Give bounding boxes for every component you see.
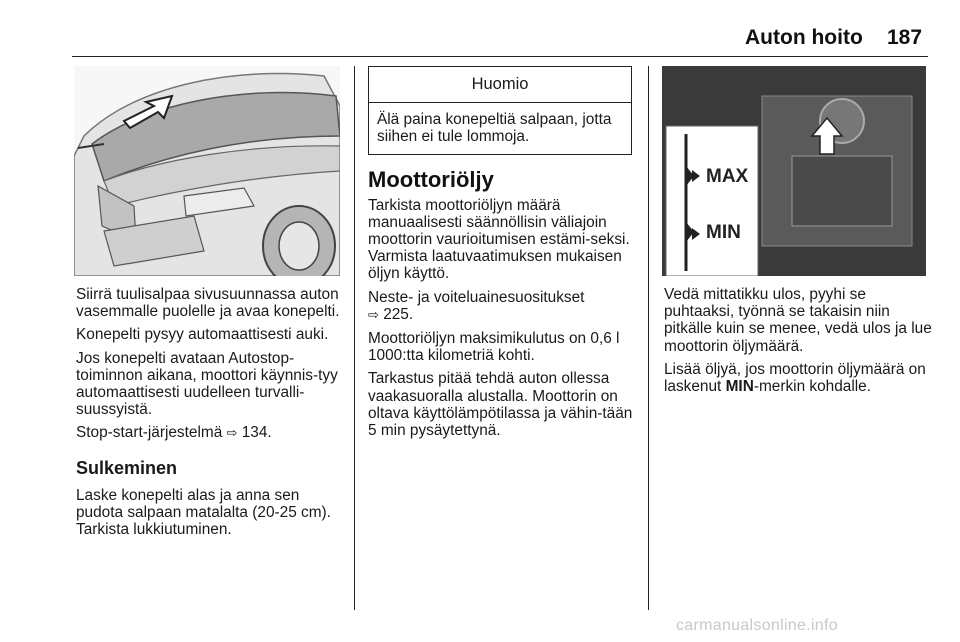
- section-title: Moottoriöljy: [368, 166, 494, 192]
- middle-column: [368, 66, 636, 445]
- notice-box: [368, 66, 632, 155]
- column-divider-2: [648, 66, 649, 610]
- notice-body: Älä paina konepeltiä salpaan, jotta siihen ei tule lommoja.: [377, 111, 612, 146]
- paragraph: Siirrä tuulisalpaa sivusuunnassa auton vasemmalle puolelle ja avaa konepelti.: [76, 286, 340, 321]
- notice-title: Huomio: [369, 67, 631, 103]
- watermark: carmanualsonline.info: [676, 617, 838, 634]
- right-column: [664, 286, 934, 401]
- reference-page[interactable]: 134.: [241, 424, 272, 442]
- dipstick-illustration: [662, 66, 926, 276]
- reference-page[interactable]: 225.: [383, 305, 414, 323]
- paragraph: Laske konepelti alas ja anna sen pudota salpaan matalalta (20-25 cm). Tarkista lukkiutuminen.: [76, 486, 331, 539]
- page-number: 187: [887, 26, 923, 49]
- reference-text: Stop-start-järjestelmä: [76, 424, 223, 442]
- arrow-reference-icon: ⇨: [226, 426, 238, 442]
- paragraph-with-reference: [368, 289, 636, 324]
- dipstick-min-label: MIN: [706, 222, 741, 243]
- paragraph-with-reference: [76, 424, 344, 442]
- column-divider-1: [354, 66, 355, 610]
- paragraph: Konepelti pysyy automaattisesti auki.: [76, 326, 329, 344]
- header-rule: [72, 56, 928, 57]
- dipstick-max-label: MAX: [706, 166, 749, 187]
- hood-release-illustration: [74, 66, 340, 276]
- paragraph: Jos konepelti avataan Autostop-toiminnon aikana, moottori käynnis-tyy automaattisesti uudelleen turvalli-suussyistä.: [76, 349, 338, 419]
- reference-text: Neste- ja voiteluainesuositukset: [368, 288, 585, 306]
- header-title: Auton hoito: [745, 26, 863, 49]
- min-keyword: MIN: [725, 378, 754, 396]
- text: Lisää öljyä, jos moottorin öljymäärä on laskenut: [664, 360, 926, 396]
- text: -merkin kohdalle.: [753, 378, 872, 396]
- subheading-closing: Sulkeminen: [76, 457, 178, 478]
- paragraph-min-note: [664, 361, 934, 395]
- paragraph: Moottoriöljyn maksimikulutus on 0,6 l 1000:tta kilometriä kohti.: [368, 330, 620, 365]
- paragraph: Tarkista moottoriöljyn määrä manuaalisesti säännöllisin väliajoin moottorin vaurioitumisen estämi-seksi. Varmista laatuvaatimuksen mukaisen öljyn käyttö.: [368, 196, 630, 283]
- paragraph: Vedä mittatikku ulos, pyyhi se puhtaaksi, työnnä se takaisin niin pitkälle kuin se menee, vedä ulos ja lue moottorin öljymäärä.: [664, 286, 932, 355]
- paragraph: Tarkastus pitää tehdä auton ollessa vaakasuoralla alustalla. Moottorin on oltava käyttölämpötilassa ja vähin-tään 5 min pysäytettynä.: [368, 370, 633, 440]
- left-column: [76, 286, 344, 544]
- arrow-reference-icon: ⇨: [368, 307, 379, 323]
